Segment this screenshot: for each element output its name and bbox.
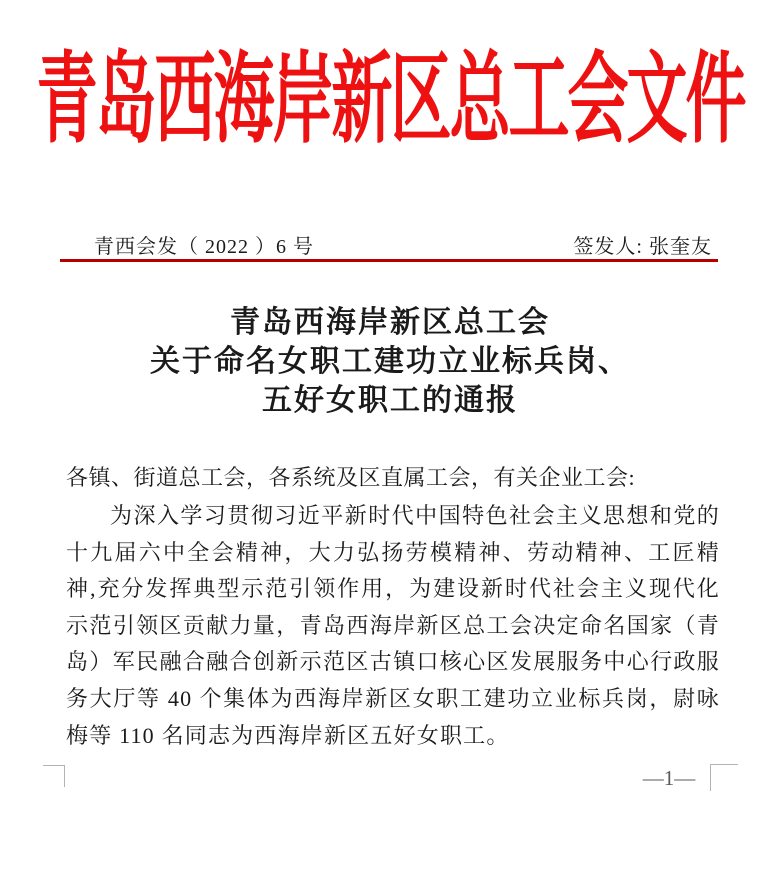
document-meta-row bbox=[60, 230, 720, 259]
masthead-title: 青岛西海岸新区总工会文件 bbox=[36, 46, 745, 156]
document-title-line-3: 五好女职工的通报 bbox=[262, 384, 518, 417]
text-boundary-mark-left bbox=[43, 765, 65, 787]
document-masthead bbox=[0, 38, 781, 164]
red-divider-rule bbox=[60, 259, 718, 262]
page-number: —1— bbox=[642, 766, 696, 790]
document-title-line-2: 关于命名女职工建功立业标兵岗、 bbox=[150, 345, 630, 378]
doc-number: 青西会发（ 2022 ）6 号 bbox=[94, 236, 314, 258]
issuer-label: 签发人: 张奎友 bbox=[573, 236, 712, 258]
text-boundary-mark-right bbox=[710, 764, 738, 791]
document-title-line-1: 青岛西海岸新区总工会 bbox=[230, 306, 550, 339]
document-title bbox=[40, 303, 740, 420]
body-paragraph: 为深入学习贯彻习近平新时代中国特色社会主义思想和党的十九届六中全会精神，大力弘扬劳模精神、劳动精神、工匠精神,充分发挥典型示范引领作用，为建设新时代社会主义现代化示范引领区贡献力量，青岛西海岸新区总工会决定命名国家（青岛）军民融合融合创新示范区古镇口核心区发展服务中心行政服务大厅等 40 个集体为西海岸新区女职工建功立业标兵岗，尉咏梅等 110 名同志为西海岸新区五好女职工。 bbox=[66, 503, 720, 748]
salutation-line: 各镇、街道总工会，各系统及区直属工会，有关企业工会: bbox=[66, 465, 636, 490]
